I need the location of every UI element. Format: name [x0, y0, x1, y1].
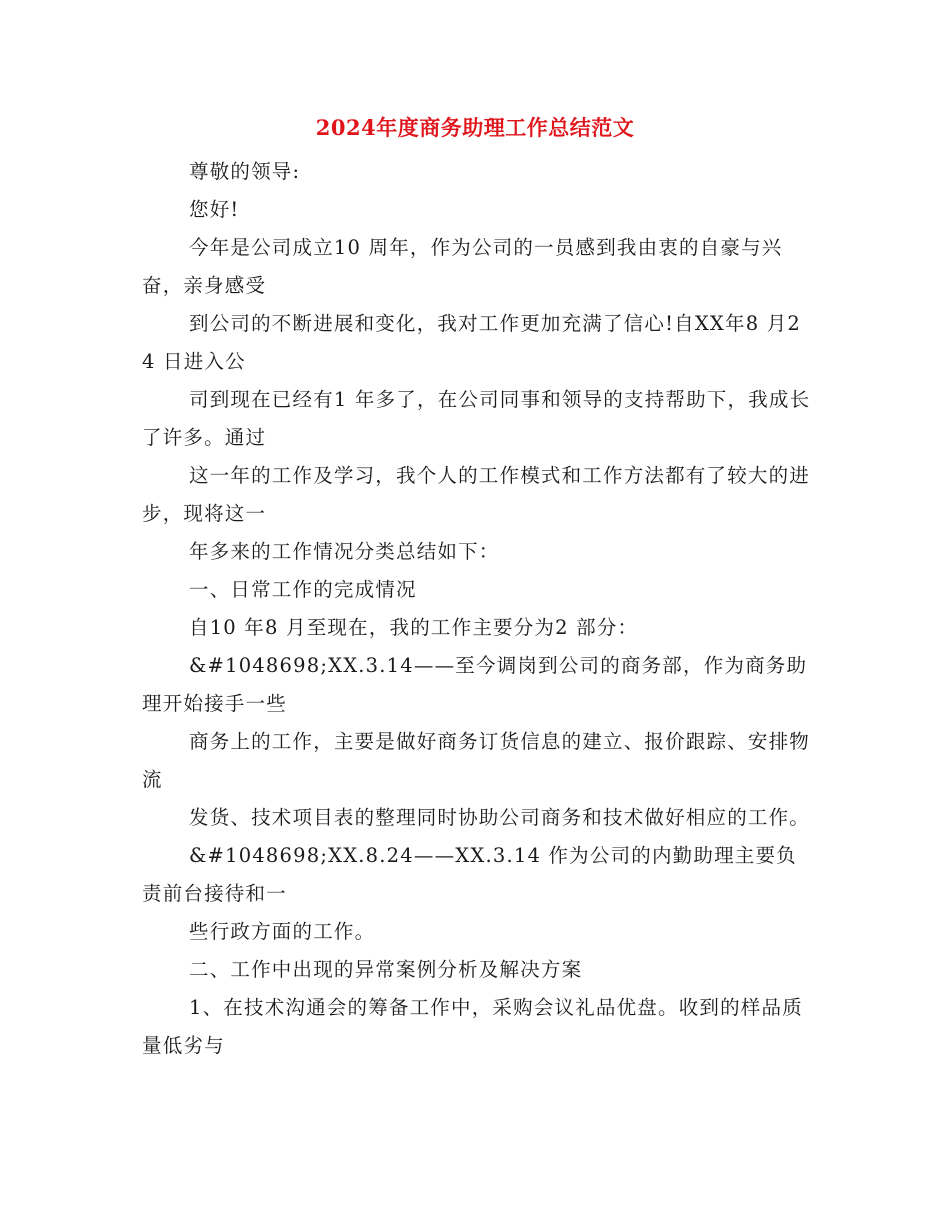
paragraph: 1、在技术沟通会的筹备工作中，采购会议礼品优盘。收到的样品质量低劣与	[142, 996, 803, 1057]
document-title: 2024年度商务助理工作总结范文	[315, 115, 635, 140]
section-heading: 一、日常工作的完成情况	[189, 578, 417, 601]
paragraph: 年多来的工作情况分类总结如下：	[189, 540, 500, 563]
paragraph: 司到现在已经有1 年多了，在公司同事和领导的支持帮助下，我成长了许多。通过	[142, 388, 811, 449]
salutation: 尊敬的领导:	[189, 160, 301, 183]
paragraph: 发货、技术项目表的整理同时协助公司商务和技术做好相应的工作。	[189, 806, 811, 829]
paragraph: &#1048698;XX.3.14——至今调岗到公司的商务部，作为商务助理开始接手一些	[142, 654, 808, 715]
paragraph: 这一年的工作及学习，我个人的工作模式和工作方法都有了较大的进步，现将这一	[142, 464, 811, 525]
paragraph: 今年是公司成立10 周年，作为公司的一员感到我由衷的自豪与兴奋，亲身感受	[142, 236, 783, 297]
document-body	[142, 153, 812, 1065]
greeting: 您好!	[189, 198, 240, 221]
paragraph: 些行政方面的工作。	[189, 920, 376, 943]
paragraph: 到公司的不断进展和变化，我对工作更加充满了信心!自XX年8 月24 日进入公	[142, 312, 802, 373]
section-heading: 二、工作中出现的异常案例分析及解决方案	[189, 958, 583, 981]
paragraph: 商务上的工作，主要是做好商务订货信息的建立、报价跟踪、安排物流	[142, 730, 811, 791]
paragraph: 自10 年8 月至现在，我的工作主要分为2 部分：	[189, 616, 639, 639]
paragraph: &#1048698;XX.8.24——XX.3.14 作为公司的内勤助理主要负责前台接待和一	[142, 844, 797, 905]
